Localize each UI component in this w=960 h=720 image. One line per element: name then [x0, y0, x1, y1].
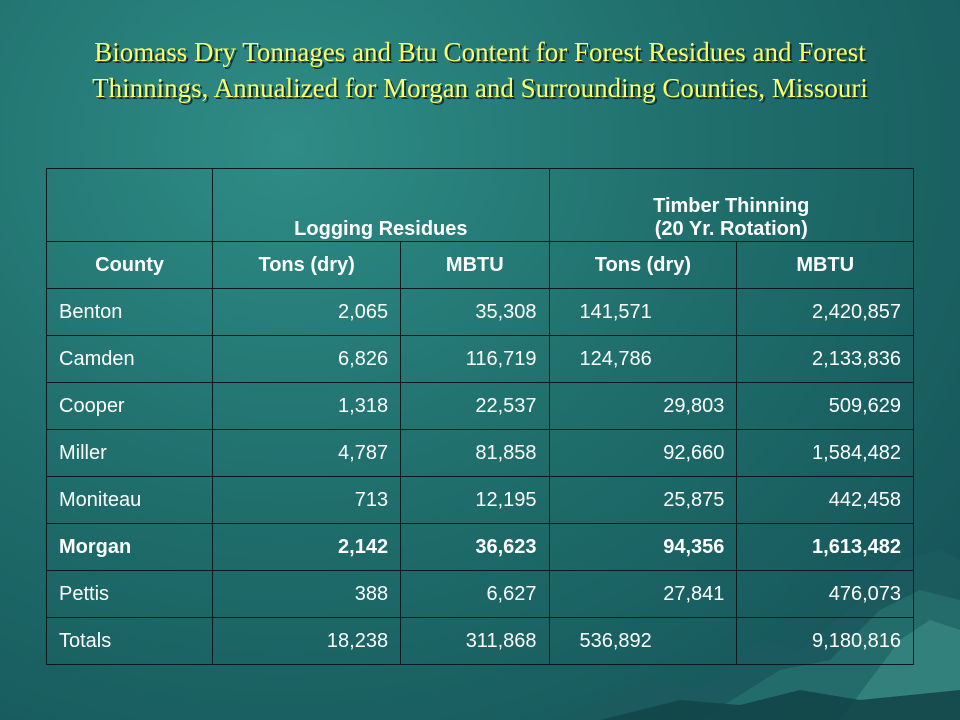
- county-cell: Pettis: [47, 571, 213, 618]
- county-cell: Cooper: [47, 383, 213, 430]
- thinning-mbtu-cell: 442,458: [737, 477, 914, 524]
- table-row: [47, 336, 914, 383]
- thinning-tons-cell: 29,803: [549, 383, 737, 430]
- column-header: Tons (dry): [213, 242, 401, 289]
- logging-tons-cell: 18,238: [213, 618, 401, 665]
- logging-tons-cell: 713: [213, 477, 401, 524]
- thinning-tons-cell: 27,841: [549, 571, 737, 618]
- county-cell: Miller: [47, 430, 213, 477]
- table-row-highlighted: [47, 524, 914, 571]
- thinning-tons-cell: 124,786: [549, 336, 737, 383]
- thinning-tons-cell: 536,892: [549, 618, 737, 665]
- table-row: [47, 289, 914, 336]
- logging-mbtu-cell: 81,858: [401, 430, 549, 477]
- page-title: Biomass Dry Tonnages and Btu Content for Forest Residues and Forest Thinnings, Annualized for Morgan and Surrounding Counties, Missouri: [92, 37, 868, 103]
- column-header: Tons (dry): [549, 242, 737, 289]
- logging-mbtu-cell: 36,623: [401, 524, 549, 571]
- logging-mbtu-cell: 35,308: [401, 289, 549, 336]
- logging-tons-cell: 2,142: [213, 524, 401, 571]
- logging-mbtu-cell: 116,719: [401, 336, 549, 383]
- table-row: [47, 430, 914, 477]
- thinning-mbtu-cell: 1,584,482: [737, 430, 914, 477]
- logging-tons-cell: 388: [213, 571, 401, 618]
- logging-tons-cell: 6,826: [213, 336, 401, 383]
- column-header: MBTU: [737, 242, 914, 289]
- thinning-tons-cell: 25,875: [549, 477, 737, 524]
- header-empty-cell: [47, 169, 213, 242]
- logging-mbtu-cell: 6,627: [401, 571, 549, 618]
- table-row-totals: [47, 618, 914, 665]
- thinning-mbtu-cell: 509,629: [737, 383, 914, 430]
- column-header: MBTU: [401, 242, 549, 289]
- county-cell: Totals: [47, 618, 213, 665]
- logging-mbtu-cell: 12,195: [401, 477, 549, 524]
- county-cell: Morgan: [47, 524, 213, 571]
- column-header: County: [47, 242, 213, 289]
- county-cell: Camden: [47, 336, 213, 383]
- thinning-mbtu-cell: 1,613,482: [737, 524, 914, 571]
- table-row: [47, 571, 914, 618]
- header-timber-thinning: Timber Thinning (20 Yr. Rotation): [549, 169, 914, 242]
- thinning-mbtu-cell: 476,073: [737, 571, 914, 618]
- table-column-header-row: [47, 242, 914, 289]
- logging-mbtu-cell: 311,868: [401, 618, 549, 665]
- header-logging-residues: Logging Residues: [213, 169, 549, 242]
- table-row: [47, 477, 914, 524]
- biomass-table: [46, 168, 914, 665]
- logging-tons-cell: 4,787: [213, 430, 401, 477]
- logging-mbtu-cell: 22,537: [401, 383, 549, 430]
- county-cell: Benton: [47, 289, 213, 336]
- thinning-mbtu-cell: 9,180,816: [737, 618, 914, 665]
- table-group-header-row: [47, 169, 914, 242]
- table-row: [47, 383, 914, 430]
- thinning-mbtu-cell: 2,133,836: [737, 336, 914, 383]
- logging-tons-cell: 2,065: [213, 289, 401, 336]
- logging-tons-cell: 1,318: [213, 383, 401, 430]
- thinning-tons-cell: 141,571: [549, 289, 737, 336]
- thinning-mbtu-cell: 2,420,857: [737, 289, 914, 336]
- county-cell: Moniteau: [47, 477, 213, 524]
- thinning-tons-cell: 94,356: [549, 524, 737, 571]
- thinning-tons-cell: 92,660: [549, 430, 737, 477]
